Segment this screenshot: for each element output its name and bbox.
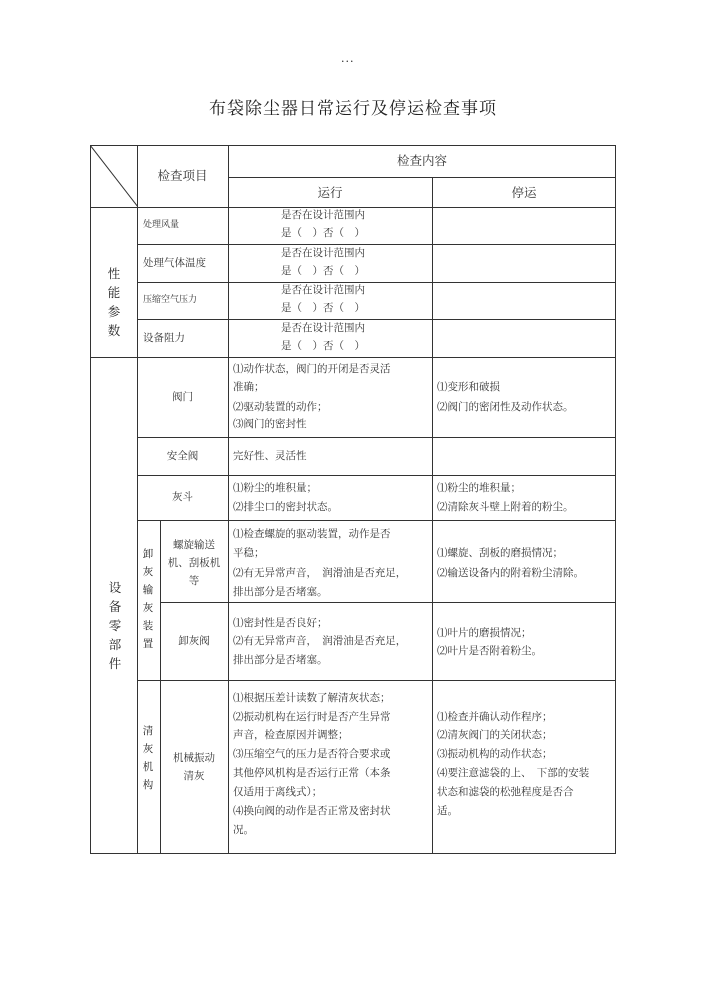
clean-run-line: ⑴根据压差计读数了解清灰状态； (233, 692, 391, 704)
valve-run-line: ⑶阀门的密封性 (233, 418, 307, 430)
part-hopper: 灰斗 (172, 491, 193, 503)
clean-stop-line: ⑵清灰阀门的关闭状态； (437, 729, 553, 741)
perf-yes-no: 是（ ）否（ ） (281, 340, 365, 352)
header-divider (228, 177, 616, 178)
valve-run-line: ⑵驱动装置的动作； (233, 401, 328, 413)
group-cleaning-mechanism: 清灰机构 (142, 725, 154, 791)
perf-check: 是否在设计范围内 (281, 209, 365, 221)
clean-run-line: 其他停风机构是否运行正常（本条 (233, 767, 391, 779)
screw-run-line: ⑴检查螺旋的驱动装置，动作是否 (233, 528, 391, 540)
clean-run-line: 仅适用于离线式）； (233, 786, 323, 798)
safety-run: 完好性、灵活性 (233, 450, 307, 462)
hopper-stop-line: ⑴粉尘的堆积量； (437, 482, 521, 494)
row-line (137, 244, 616, 245)
perf-item-resistance: 设备阻力 (143, 332, 185, 344)
part-valve: 阀门 (172, 391, 193, 403)
table-border-top (90, 145, 616, 146)
screw-stop-line: ⑵输送设备内的附着粉尘清除。 (437, 567, 584, 579)
hopper-run-line: ⑴粉尘的堆积量； (233, 482, 317, 494)
group-equipment-parts: 设备零部件 (108, 580, 122, 671)
rotary-stop-line: ⑴叶片的磨损情况； (437, 627, 532, 639)
perf-item-gas-temp: 处理气体温度 (143, 257, 206, 269)
clean-stop-line: ⑷要注意滤袋的上、 下部的安装 (437, 767, 590, 779)
screw-run-line: ⑵有无异常声音， 润滑油是否充足， (233, 567, 407, 579)
part-screw-conveyor: 螺旋输送机、刮板机等 (167, 539, 221, 587)
part-safety-valve: 安全阀 (166, 450, 199, 462)
perf-check: 是否在设计范围内 (281, 247, 365, 259)
row-line (137, 319, 616, 320)
row-line (137, 475, 616, 476)
rotary-stop-line: ⑵叶片是否附着粉尘。 (437, 645, 542, 657)
rotary-run-line: ⑴密封性是否良好； (233, 617, 328, 629)
table-border-bottom (90, 853, 616, 854)
col-line (137, 145, 138, 853)
header-running: 运行 (317, 185, 343, 200)
perf-yes-no: 是（ ）否（ ） (281, 227, 365, 239)
rotary-run-line: ⑵有无异常声音， 润滑油是否充足， (233, 635, 407, 647)
part-mechanical-shaking: 机械振动清灰 (173, 752, 215, 782)
header-diagonal (90, 145, 138, 207)
valve-run-line: 准确； (233, 381, 265, 393)
table-border-left (90, 145, 91, 853)
clean-stop-line: ⑶振动机构的动作状态； (437, 748, 553, 760)
perf-check: 是否在设计范围内 (281, 322, 365, 334)
clean-run-line: ⑷换向阀的动作是否正常及密封状 (233, 805, 391, 817)
col-line (160, 520, 161, 853)
perf-yes-no: 是（ ）否（ ） (281, 265, 365, 277)
perf-item-airflow: 处理风量 (143, 220, 180, 230)
row-line (137, 520, 616, 521)
clean-run-line: 声音，检查原因并调整； (233, 729, 349, 741)
valve-stop-line: ⑵阀门的密闭性及动作状态。 (437, 401, 574, 413)
valve-run-line: ⑴动作状态，阀门的开闭是否灵活 (233, 363, 391, 375)
col-line (228, 145, 229, 853)
screw-run-line: 排出部分是否堵塞。 (233, 586, 328, 598)
clean-stop-line: 适。 (437, 805, 458, 817)
rotary-run-line: 排出部分是否堵塞。 (233, 654, 328, 666)
clean-run-line: 况。 (233, 824, 254, 836)
page-marker: ... (341, 52, 355, 65)
header-stopped: 停运 (511, 185, 537, 200)
clean-stop-line: ⑴检查并确认动作程序； (437, 711, 553, 723)
group-performance: 性能参数 (107, 266, 121, 338)
part-rotary-valve: 卸灰阀 (178, 635, 210, 647)
group-ash-discharge: 卸灰输灰装置 (142, 548, 154, 650)
clean-run-line: ⑶压缩空气的压力是否符合要求或 (233, 748, 391, 760)
table-border-right (615, 145, 616, 853)
perf-check: 是否在设计范围内 (281, 284, 365, 296)
perf-yes-no: 是（ ）否（ ） (281, 302, 365, 314)
section-line (90, 357, 616, 358)
row-line (137, 437, 616, 438)
hopper-stop-line: ⑵清除灰斗壁上附着的粉尘。 (437, 501, 574, 513)
clean-run-line: ⑵振动机构在运行时是否产生异常 (233, 711, 391, 723)
perf-item-air-pressure: 压缩空气压力 (143, 295, 198, 305)
header-check-item: 检查项目 (157, 168, 208, 183)
valve-stop-line: ⑴变形和破损 (437, 381, 500, 393)
clean-stop-line: 状态和滤袋的松弛程度是否合 (437, 786, 574, 798)
page-title: 布袋除尘器日常运行及停运检查事项 (209, 99, 497, 119)
screw-stop-line: ⑴螺旋、刮板的磨损情况； (437, 547, 563, 559)
screw-run-line: 平稳； (233, 547, 265, 559)
hopper-run-line: ⑵排尘口的密封状态。 (233, 501, 338, 513)
row-line (137, 282, 616, 283)
col-line (432, 177, 433, 853)
row-line (137, 680, 616, 681)
header-check-content: 检查内容 (396, 153, 447, 168)
